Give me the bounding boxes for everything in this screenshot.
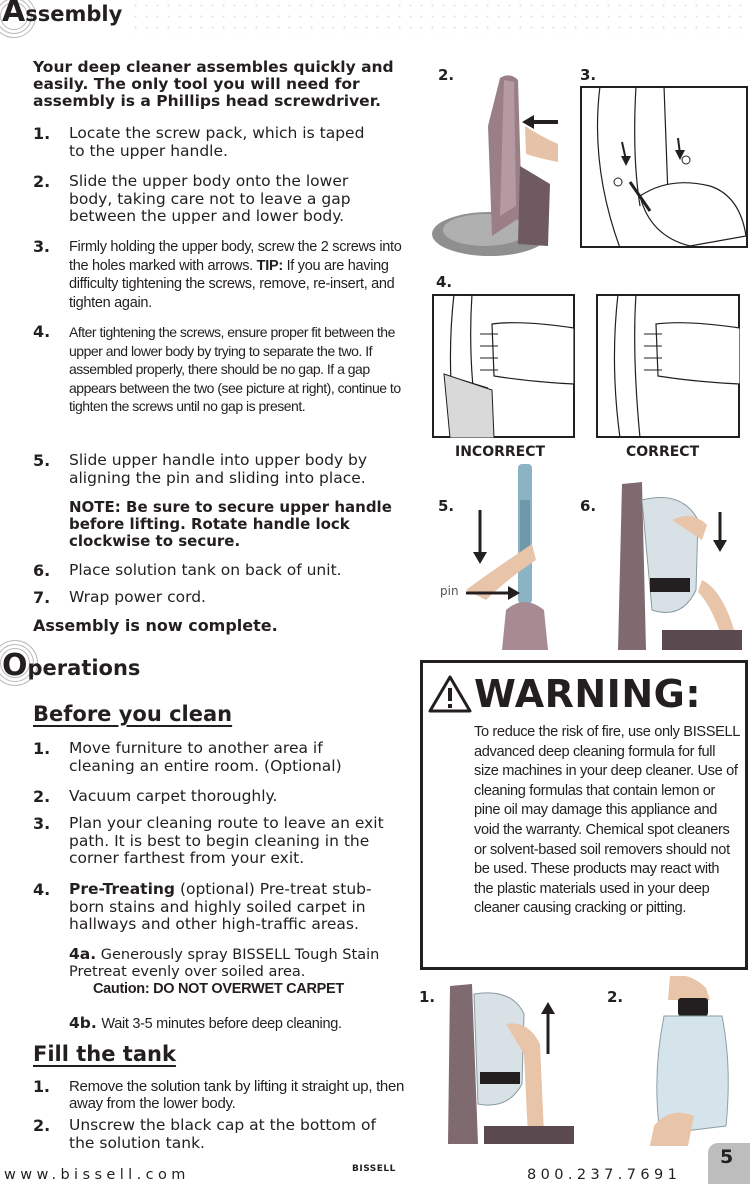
- fill-step: 2. Unscrew the black cap at the bottom of the solution tank.: [33, 1116, 376, 1152]
- dot-pattern: [130, 0, 750, 38]
- assembly-step: 3. Firmly holding the upper body, screw the 2 screws into the holes marked with arrows. TIP: If you are having difficulty tightening the screws, remove, re-insert, and tighten again.: [33, 237, 402, 311]
- warning-title: WARNING:: [474, 672, 702, 716]
- operations-step: 4. Pre-Treating (optional) Pre-treat stub-born stains and highly soiled carpet in hallways and other high-traffic areas.: [33, 880, 372, 933]
- footer-phone: 800.237.7691: [527, 1167, 682, 1183]
- assembly-step: 7. Wrap power cord.: [33, 588, 206, 607]
- assembly-step: 4. After tightening the screws, ensure proper fit between the upper and lower body by trying to separate the two. If assembled properly, there should be no gap. If a gap appears between the two (see picture at right), continue to tighten the screws until no gap is present.: [33, 322, 401, 414]
- substep-4a: 4a. Generously spray BISSELL Tough Stain Pretreat evenly over soiled area. Caution: DO NOT OVERWET CARPET: [69, 945, 380, 997]
- fill-step: 1. Remove the solution tank by lifting it straight up, then away from the lower body.: [33, 1077, 405, 1112]
- operations-step: 3. Plan your cleaning route to leave an exit path. It is best to begin cleaning in the corner farthest from your exit.: [33, 814, 384, 867]
- screw-tightening-illustration: [580, 86, 748, 248]
- tank-removal-illustration: [444, 984, 574, 1144]
- warning-triangle-icon: [428, 674, 472, 714]
- figure-label: 3.: [580, 66, 597, 84]
- figure-label: 6.: [580, 497, 597, 515]
- before-you-clean-heading: Before you clean: [33, 702, 233, 726]
- figure-label: 2.: [438, 66, 455, 84]
- footer-url[interactable]: www.bissell.com: [4, 1167, 190, 1183]
- operations-title: Operations: [2, 648, 141, 683]
- handle-insert-illustration: [466, 460, 586, 650]
- figure-label: CORRECT: [626, 444, 700, 460]
- tank-cap-unscrew-illustration: [640, 976, 750, 1146]
- page-number: 5: [720, 1146, 734, 1168]
- fill-the-tank-heading: Fill the tank: [33, 1042, 176, 1066]
- operations-step: 1. Move furniture to another area if cleaning an entire room. (Optional): [33, 739, 342, 775]
- operations-step: 2. Vacuum carpet thoroughly.: [33, 787, 278, 806]
- substep-4b: 4b. Wait 3-5 minutes before deep cleaning.: [69, 1014, 342, 1032]
- brand-logo: BISSELL: [352, 1164, 396, 1174]
- assembly-step: 6. Place solution tank on back of unit.: [33, 561, 342, 580]
- figure-label: 1.: [419, 988, 436, 1006]
- assembly-step: 1. Locate the screw pack, which is taped to the upper handle.: [33, 124, 365, 160]
- figure-label: 5.: [438, 497, 455, 515]
- assembly-title: Assembly: [2, 0, 123, 29]
- assembly-note: NOTE: Be sure to secure upper handle before lifting. Rotate handle lock clockwise to secure.: [69, 498, 392, 550]
- assembly-step: 5. Slide upper handle into upper body by aligning the pin and sliding into place.: [33, 451, 368, 487]
- assembly-complete: Assembly is now complete.: [33, 616, 278, 635]
- pin-label: pin: [440, 584, 459, 598]
- correct-no-gap-illustration: [596, 294, 740, 438]
- assembly-intro: Your deep cleaner assembles quickly and easily. The only tool you will need for assembly is a Phillips head screwdriver.: [33, 58, 394, 110]
- warning-text: To reduce the risk of fire, use only BISSELL advanced deep cleaning formula for full size machines in your deep cleaner. Use of cleaning formulas that contain lemon or pine oil may damage this appliance and void the warranty. Chemical spot cleaners or solvent-based soil removers should not be used. These products may react with the plastic materials used in your deep cleaner causing cracking or pitting.: [474, 724, 740, 917]
- figure-label: 2.: [607, 988, 624, 1006]
- assembly-step: 2. Slide the upper body onto the lower body, taking care not to leave a gap between the upper and lower body.: [33, 172, 351, 225]
- solution-tank-place-illustration: [612, 480, 742, 650]
- upper-body-slide-illustration: [430, 66, 562, 256]
- incorrect-gap-illustration: [432, 294, 575, 438]
- figure-label: 4.: [436, 273, 453, 291]
- figure-label: INCORRECT: [455, 444, 546, 460]
